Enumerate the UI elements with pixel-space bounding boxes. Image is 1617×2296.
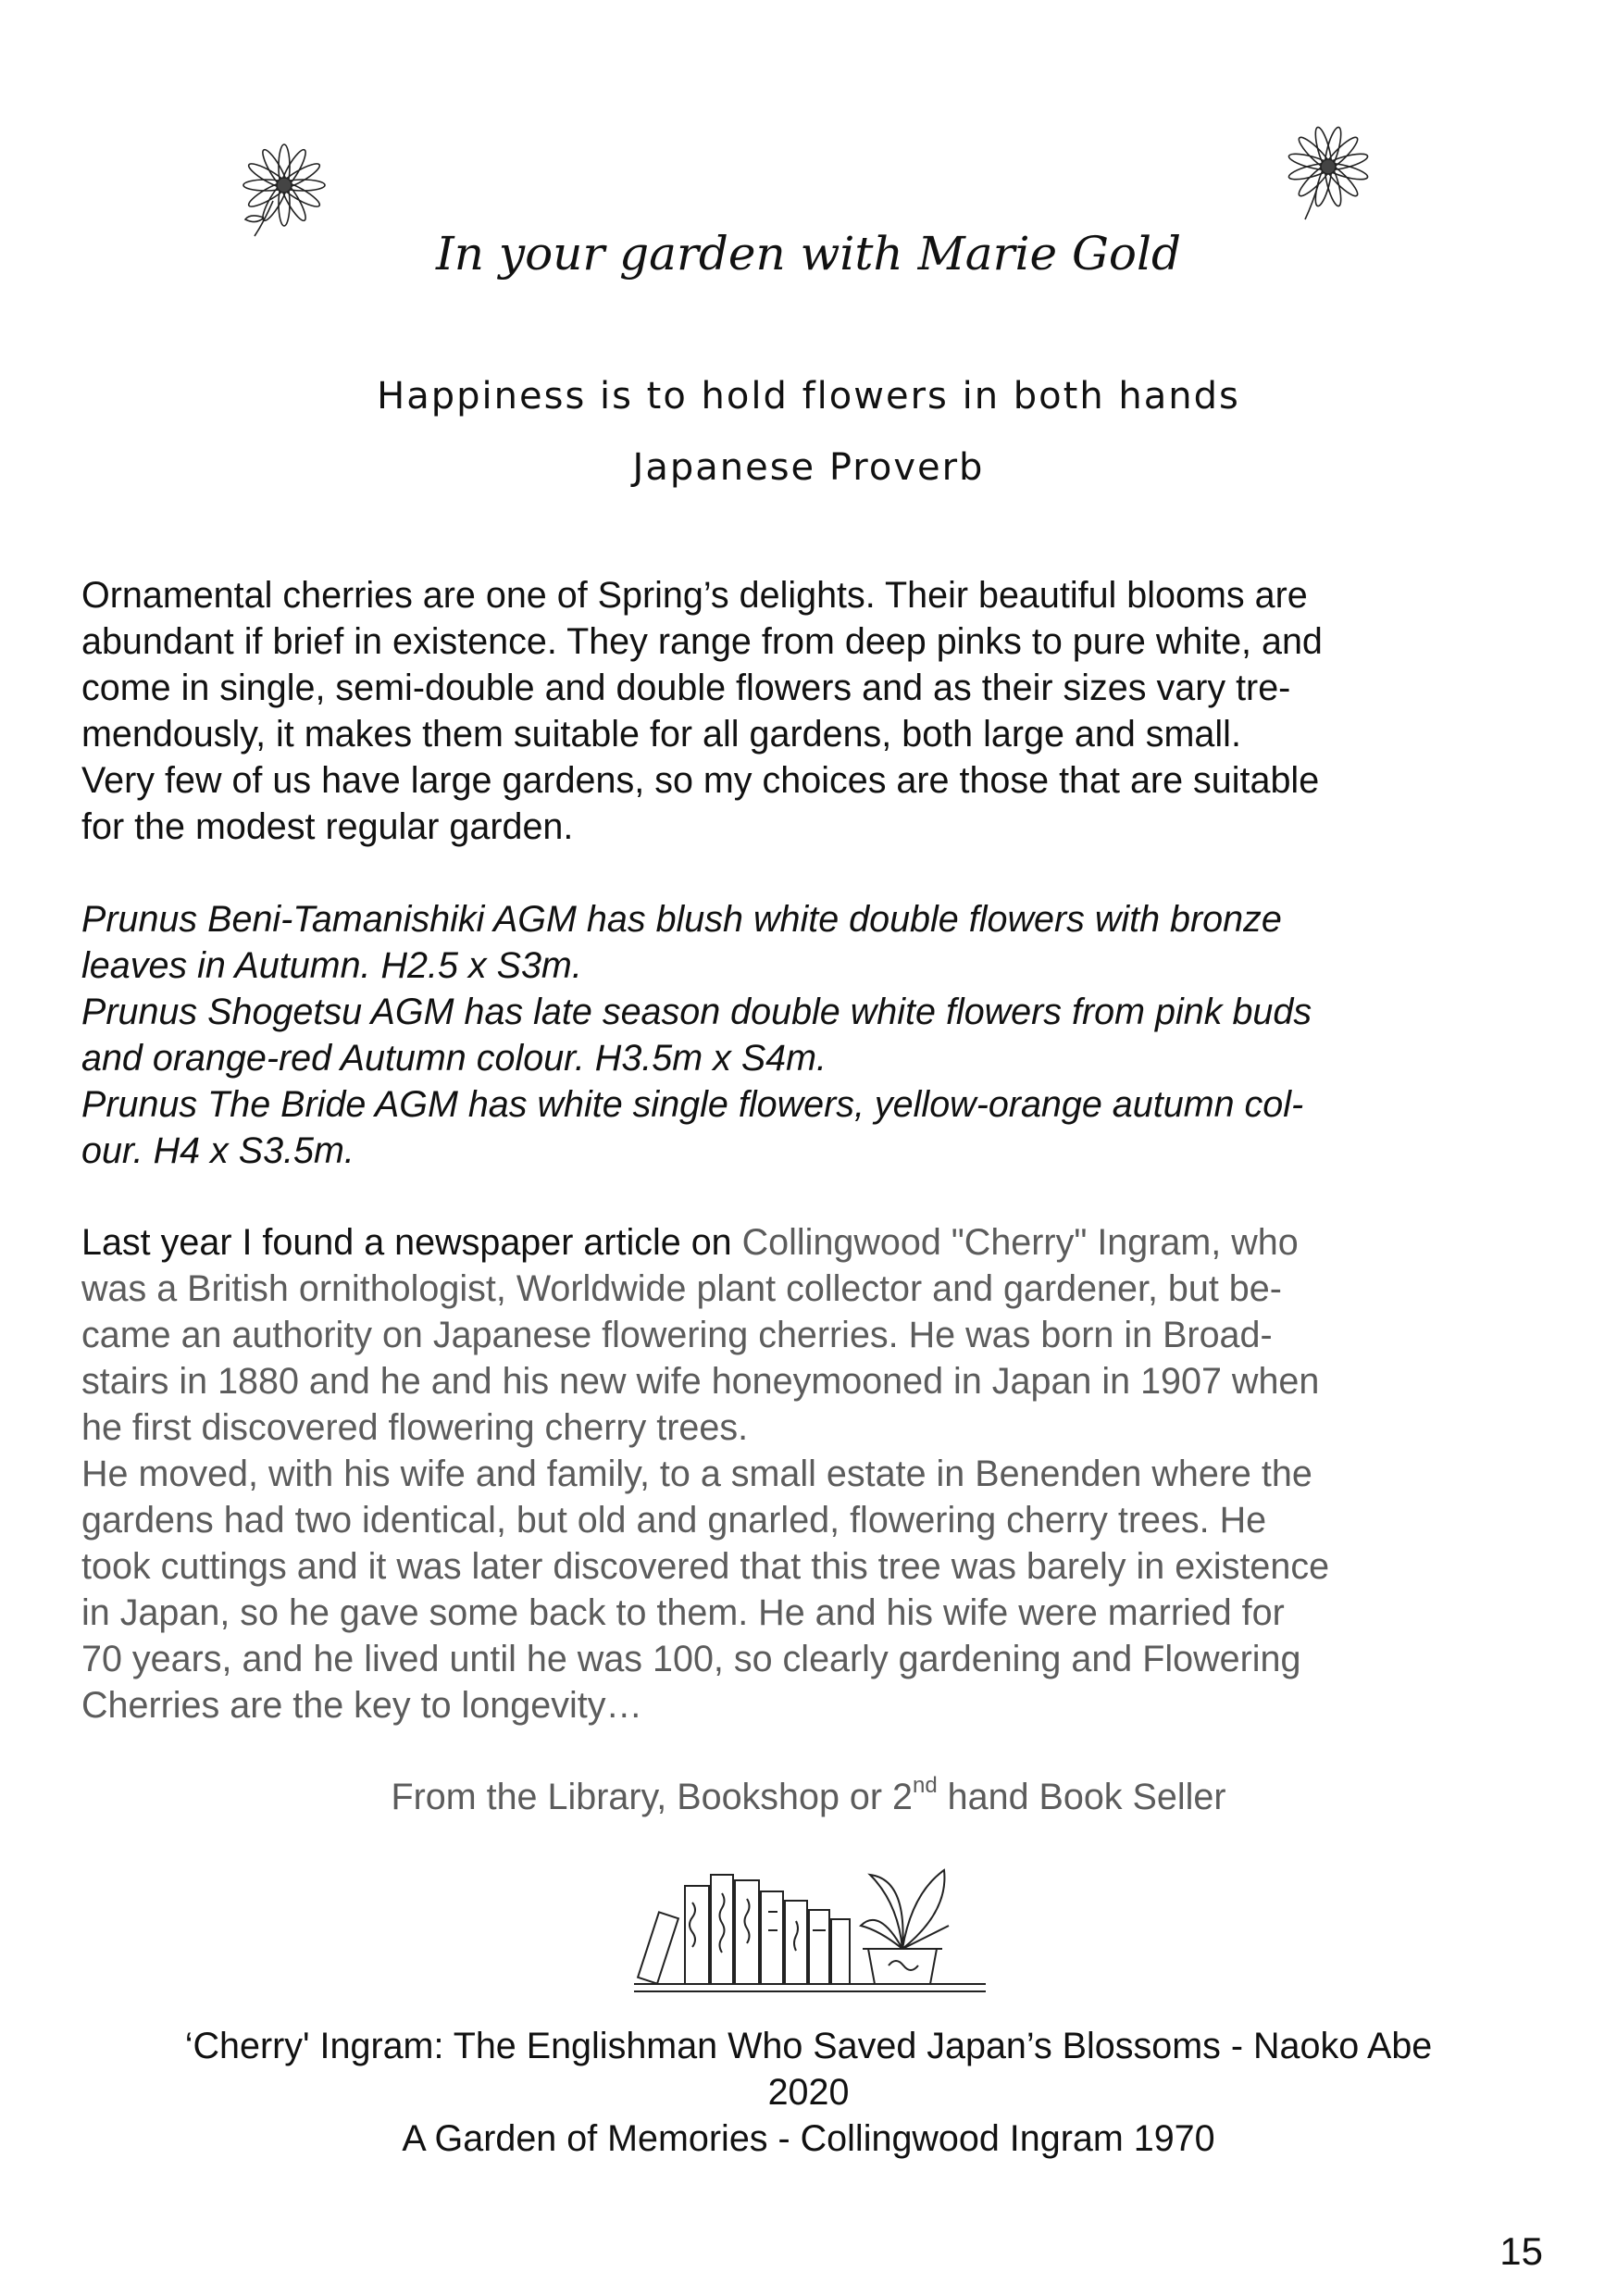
variety-line: our. H4 x S3.5m.	[81, 1130, 354, 1171]
intro-line: mendously, it makes them suitable for all gardens, both large and small.	[81, 714, 1241, 755]
books-heading	[0, 1774, 1617, 1820]
story-line: stairs in 1880 and he and his new wife honeymooned in Japan in 1907 when	[81, 1361, 1320, 1402]
book-entry: A Garden of Memories - Collingwood Ingram 1970	[402, 2118, 1215, 2159]
story-line: gardens had two identical, but old and gnarled, flowering cherry trees. He	[81, 1500, 1267, 1541]
proverb-source: Japanese Proverb	[632, 446, 985, 489]
story-lead-text: Last year I found a newspaper article on	[81, 1222, 742, 1263]
books-heading-post: hand Book Seller	[937, 1777, 1226, 1817]
story-line: He moved, with his wife and family, to a small estate in Benenden where the	[81, 1454, 1312, 1494]
book-entry: ‘Cherry' Ingram: The Englishman Who Saved Japan’s Blossoms - Naoko Abe	[184, 2026, 1433, 2066]
story-paragraph	[81, 1219, 1544, 1728]
varieties-list	[81, 896, 1544, 1174]
proverb-quote: Happiness is to hold flowers in both hands	[377, 375, 1240, 418]
intro-line: Ornamental cherries are one of Spring’s delights. Their beautiful blooms are	[81, 575, 1308, 616]
story-line: Cherries are the key to longevity…	[81, 1685, 642, 1726]
story-line: came an authority on Japanese flowering cherries. He was born in Broad-	[81, 1315, 1273, 1355]
bookshelf-plant-icon	[629, 1838, 990, 2004]
books-heading-sup: nd	[912, 1773, 938, 1798]
variety-line: Prunus Beni-Tamanishiki AGM has blush white double flowers with bronze	[81, 899, 1282, 940]
story-line: 70 years, and he lived until he was 100, so clearly gardening and Flowering	[81, 1639, 1301, 1679]
story-subject-text: Collingwood "Cherry" Ingram, who	[741, 1222, 1299, 1263]
variety-line: Prunus The Bride AGM has white single flowers, yellow-orange autumn col-	[81, 1084, 1304, 1125]
books-heading-pre: From the Library, Bookshop or 2	[391, 1777, 913, 1817]
story-line: he first discovered flowering cherry trees.	[81, 1407, 749, 1448]
intro-line: abundant if brief in existence. They range from deep pinks to pure white, and	[81, 621, 1323, 662]
variety-line: and orange-red Autumn colour. H3.5m x S4m.	[81, 1038, 827, 1079]
intro-line: come in single, semi-double and double flowers and as their sizes vary tre-	[81, 668, 1291, 708]
story-first-line	[81, 1219, 1544, 1266]
page-number: 15	[1499, 2229, 1543, 2273]
book-entries	[0, 2023, 1617, 2162]
intro-paragraph	[81, 572, 1544, 850]
page-title: In your garden with Marie Gold	[435, 227, 1181, 281]
daisy-flower-icon	[1277, 125, 1379, 227]
story-line: was a British ornithologist, Worldwide plant collector and gardener, but be-	[81, 1268, 1282, 1309]
story-line: took cuttings and it was later discovered that this tree was barely in existence	[81, 1546, 1330, 1587]
variety-line: leaves in Autumn. H2.5 x S3m.	[81, 945, 582, 986]
book-entry: 2020	[767, 2072, 850, 2113]
variety-line: Prunus Shogetsu AGM has late season double white flowers from pink buds	[81, 992, 1312, 1032]
intro-line: for the modest regular garden.	[81, 806, 574, 847]
story-line: in Japan, so he gave some back to them. He and his wife were married for	[81, 1592, 1285, 1633]
intro-line: Very few of us have large gardens, so my choices are those that are suitable	[81, 760, 1320, 801]
